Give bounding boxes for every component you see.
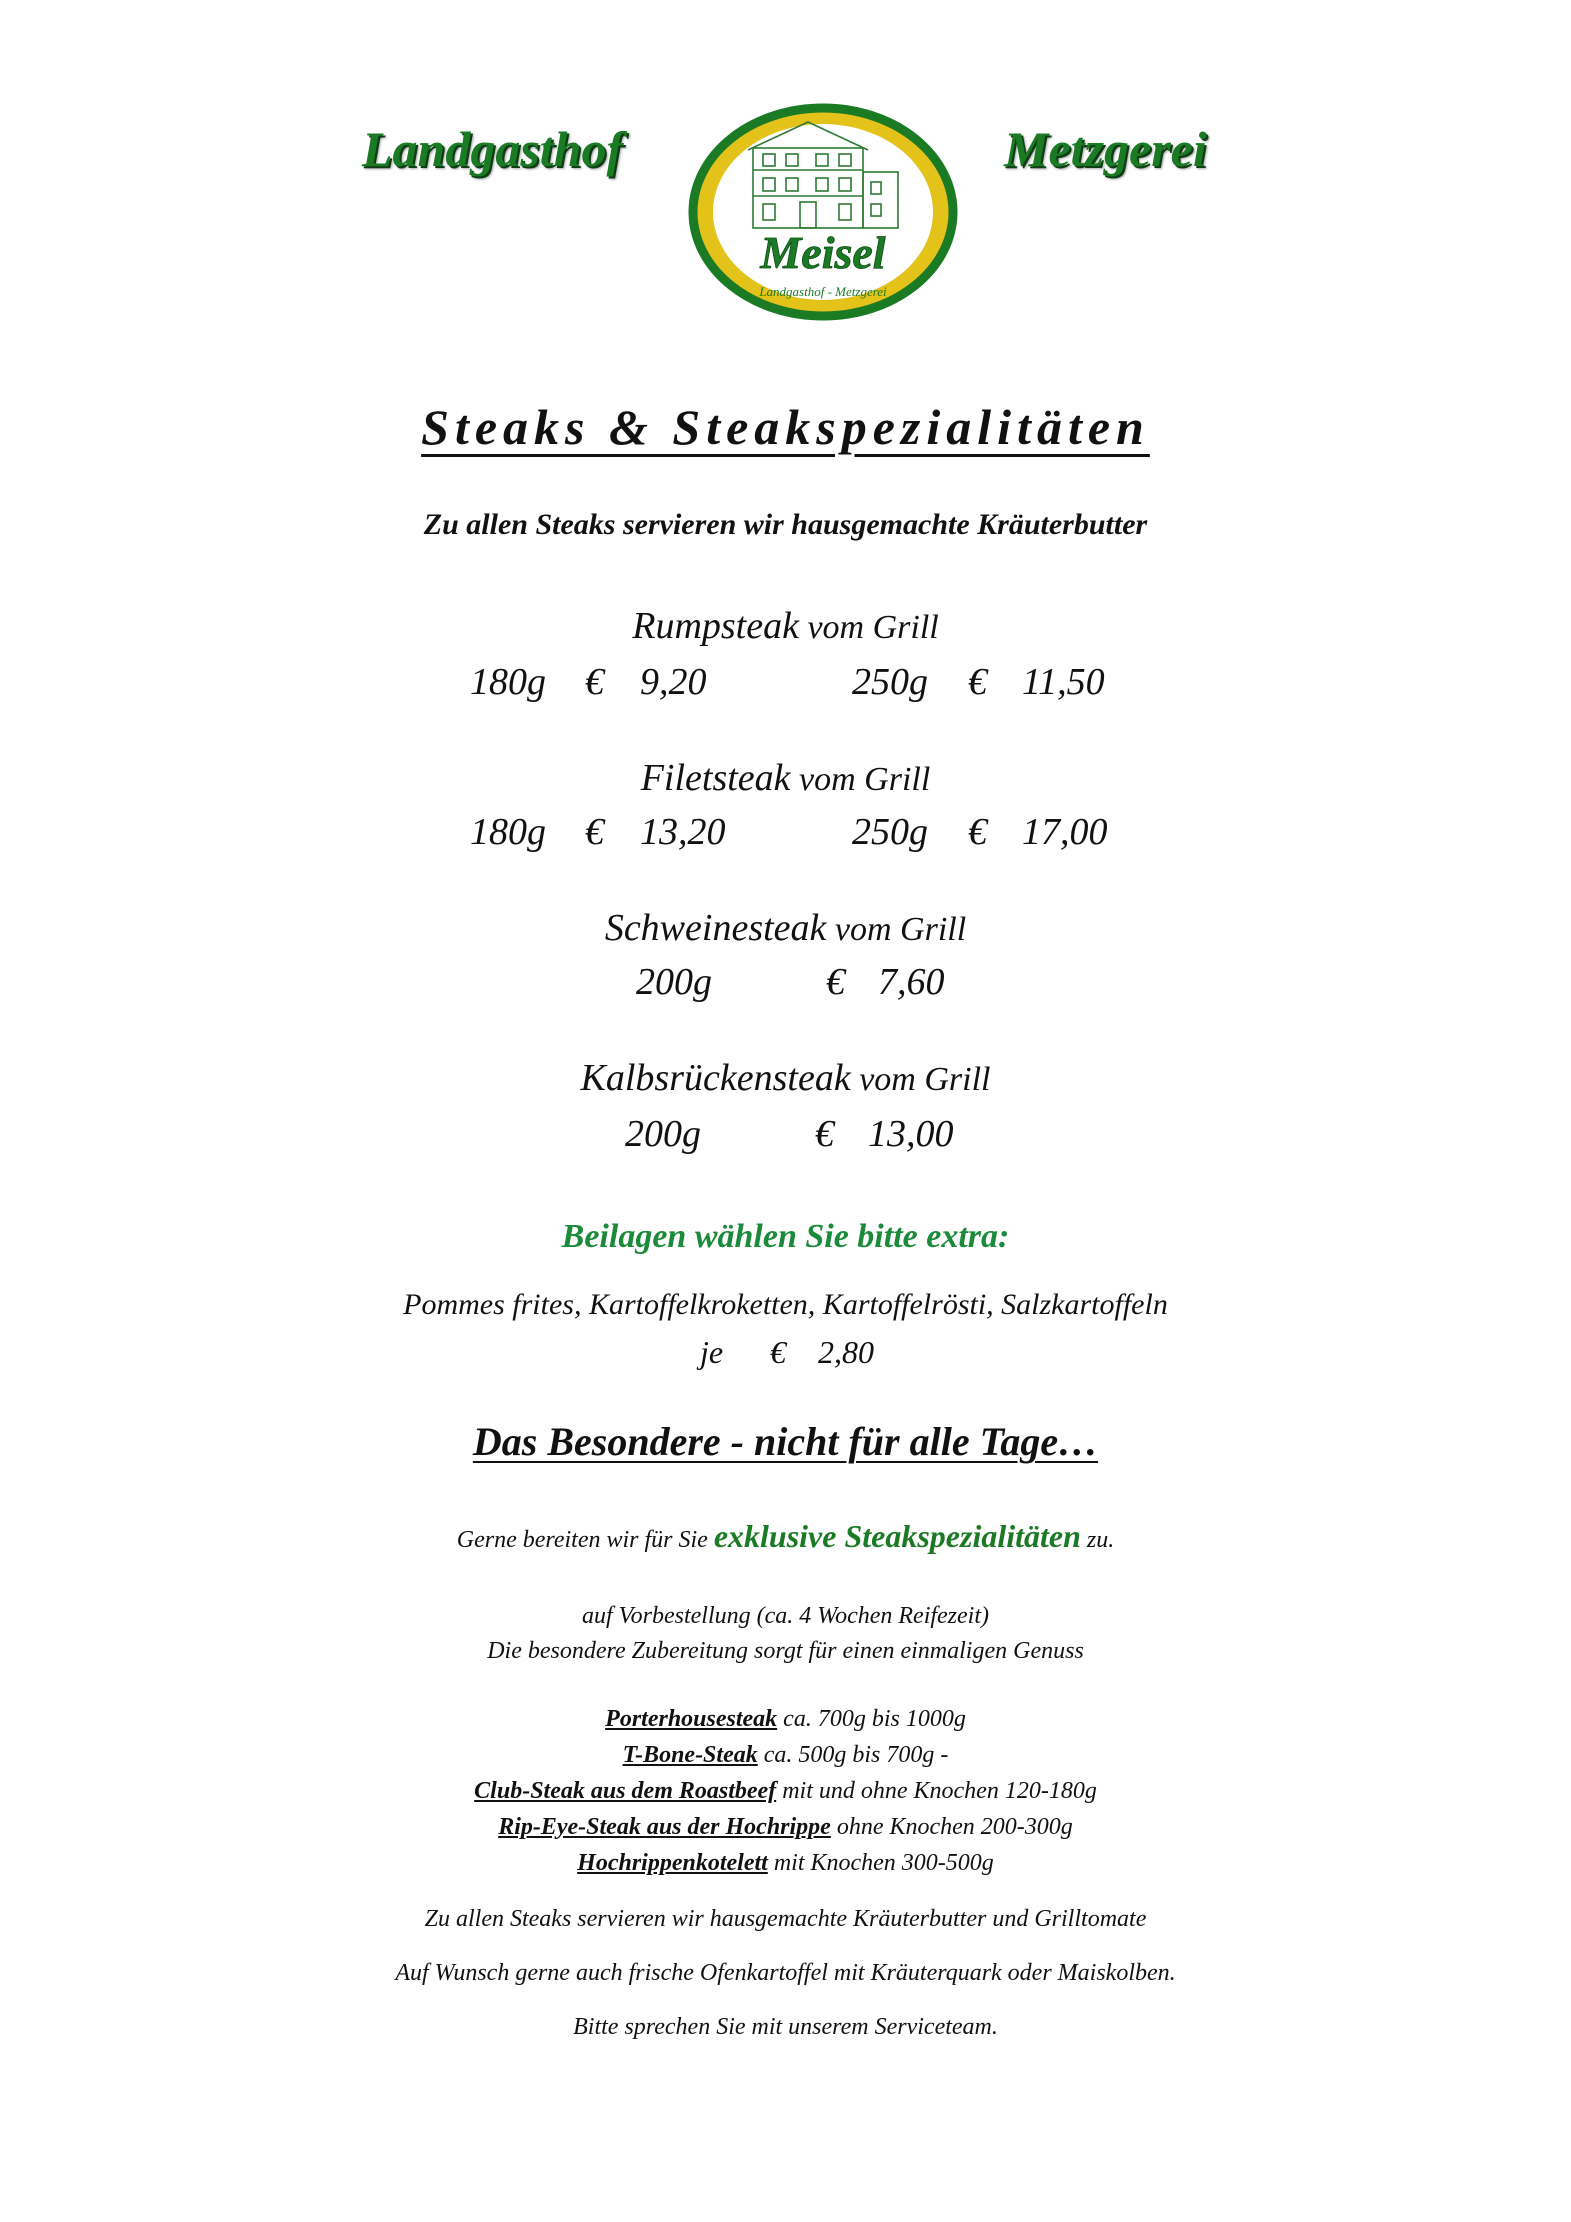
price-value: 11,50 — [1022, 661, 1105, 703]
intro-highlight: exklusive Steakspezialitäten — [713, 1518, 1081, 1554]
dish-title: Schweinesteak — [604, 907, 827, 949]
sides-price-value: 2,80 — [818, 1334, 874, 1370]
dish-title: Kalbsrückensteak — [580, 1057, 851, 1099]
dish-title: Rumpsteak — [632, 605, 799, 647]
dish-name — [0, 756, 1571, 800]
price-currency: € — [968, 811, 987, 853]
price-currency: € — [585, 811, 604, 853]
sides-title: Beilagen wählen Sie bitte extra: — [561, 1218, 1010, 1255]
price-weight: 180g — [470, 661, 546, 703]
price-value: 9,20 — [640, 661, 707, 703]
cut-item — [0, 1706, 1571, 1733]
cut-detail: ohne Knochen 200-300g — [830, 1814, 1073, 1840]
price-weight: 250g — [852, 661, 928, 703]
price-weight: 200g — [636, 961, 712, 1003]
intro-text-end: zu. — [1080, 1527, 1115, 1553]
dish-suffix: vom Grill — [850, 1061, 991, 1098]
dish-suffix: vom Grill — [826, 911, 967, 948]
preorder-line-2: Die besondere Zubereitung sorgt für einen einmaligen Genuss — [487, 1638, 1084, 1664]
cut-item — [0, 1814, 1571, 1841]
dish-name — [0, 1056, 1571, 1100]
header-right-word: Metzgerei — [1004, 121, 1207, 177]
cut-detail: ca. 700g bis 1000g — [777, 1706, 966, 1732]
note-3: Bitte sprechen Sie mit unserem Serviceteam. — [573, 2014, 998, 2040]
cut-detail: ca. 500g bis 700g - — [757, 1742, 949, 1768]
cut-name: T-Bone-Steak — [622, 1742, 758, 1768]
price-weight: 200g — [625, 1113, 701, 1155]
cut-name: Club-Steak aus dem Roastbeef — [474, 1778, 777, 1804]
restaurant-logo — [688, 100, 958, 330]
logo-tagline: Landgasthof - Metzgerei — [759, 284, 887, 299]
note-2: Auf Wunsch gerne auch frische Ofenkartoffel mit Kräuterquark oder Maiskolben. — [395, 1960, 1176, 1986]
price-value: 17,00 — [1022, 811, 1108, 853]
sides-price-prefix: je — [700, 1334, 724, 1370]
price-currency: € — [585, 661, 604, 703]
cut-item — [0, 1850, 1571, 1877]
page-subtitle: Zu allen Steaks servieren wir hausgemachte Kräuterbutter — [423, 508, 1148, 541]
cut-item — [0, 1778, 1571, 1805]
dish-suffix: vom Grill — [798, 609, 939, 646]
dish-name — [0, 906, 1571, 950]
sides-price-currency: € — [770, 1334, 786, 1370]
price-weight: 250g — [852, 811, 928, 853]
cut-name: Porterhousesteak — [605, 1706, 778, 1732]
note-1: Zu allen Steaks servieren wir hausgemachte Kräuterbutter und Grilltomate — [424, 1906, 1147, 1932]
logo-name: Meisel — [760, 227, 886, 278]
cut-detail: mit und ohne Knochen 120-180g — [776, 1778, 1097, 1804]
dish-suffix: vom Grill — [790, 761, 931, 798]
price-currency: € — [968, 661, 987, 703]
intro-text: Gerne bereiten wir für Sie — [456, 1527, 714, 1553]
dish-title: Filetsteak — [640, 757, 791, 799]
price-currency: € — [826, 961, 845, 1003]
page-title: Steaks & Steakspezialitäten — [421, 399, 1150, 455]
special-title: Das Besondere - nicht für alle Tage… — [472, 1419, 1099, 1464]
preorder-line-1: auf Vorbestellung (ca. 4 Wochen Reifezeit) — [581, 1603, 989, 1629]
price-value: 13,00 — [868, 1113, 954, 1155]
dish-name — [0, 604, 1571, 648]
cut-name: Rip-Eye-Steak aus der Hochrippe — [498, 1814, 831, 1840]
cut-item — [0, 1742, 1571, 1769]
special-intro — [0, 1518, 1571, 1555]
price-weight: 180g — [470, 811, 546, 853]
header-left-word: Landgasthof — [362, 121, 624, 177]
cut-detail: mit Knochen 300-500g — [767, 1850, 994, 1876]
sides-list: Pommes frites, Kartoffelkroketten, Kartoffelrösti, Salzkartoffeln — [403, 1288, 1168, 1321]
price-currency: € — [815, 1113, 834, 1155]
cut-name: Hochrippenkotelett — [577, 1850, 768, 1876]
price-value: 7,60 — [878, 961, 945, 1003]
price-value: 13,20 — [640, 811, 726, 853]
